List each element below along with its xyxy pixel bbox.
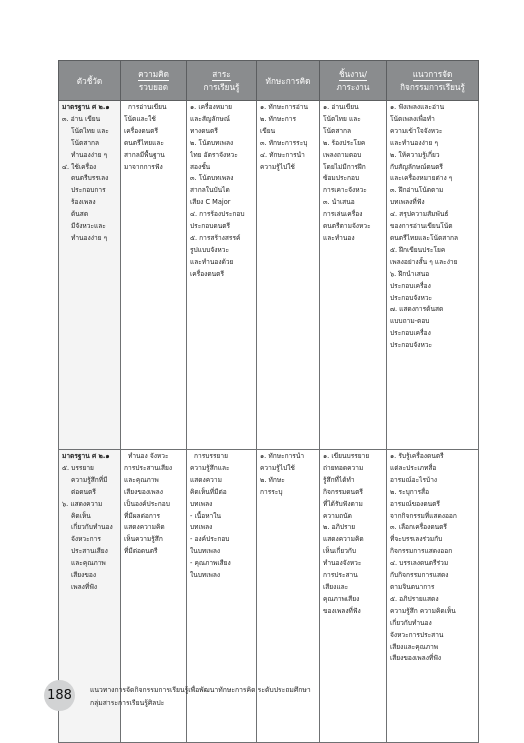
cell-line: ๕. บรรยาย	[62, 463, 94, 472]
cell-line: แบบถาม-ตอบ	[390, 317, 430, 326]
cell-line: ๓. อ่าน เขียน	[62, 114, 101, 123]
cell-line: บทเพลง	[190, 499, 213, 508]
cell-line: สองชั้น	[190, 162, 211, 171]
cell-line: ๔. ทักษะการนำ	[260, 150, 305, 159]
header-content: สาระ การเรียนรู้	[187, 61, 257, 101]
cell-line: ความรู้สึกและ	[190, 463, 230, 472]
cell-line: เครื่องดนตรี	[124, 126, 158, 135]
cell-line: ๕. อภิปรายแสดง	[390, 594, 439, 603]
cell-line: การเล่นเครื่อง	[323, 210, 363, 219]
cell-line: เกี่ยวกับทำนอง	[71, 523, 113, 532]
cell-line: ที่ได้รับฟังตาม	[323, 499, 363, 508]
page-number: 188	[44, 680, 75, 711]
cell-line: ประกอบจังหวะ	[390, 293, 433, 302]
table-row	[59, 101, 479, 450]
cell-line: จากกิจกรรมที่แสดงออก	[390, 511, 457, 520]
cell-line: ๔. บรรเลงดนตรีร่วม	[390, 559, 449, 568]
cell-line: ซ้อมประกอบ	[323, 174, 360, 183]
cell-line: ๑. ฟังเพลงและอ่าน	[390, 103, 445, 111]
cell-line: ๓. ทักษะการระบุ	[260, 138, 308, 147]
cell-line: เพลงถามตอบ	[323, 150, 362, 159]
cell-line: ๒. ระบุการสื่อ	[390, 487, 430, 496]
cell-line: กิจกรรมดนตรี	[323, 487, 363, 496]
cell-line: คุณภาพเสียง	[323, 594, 360, 603]
cell-line: สากลในบันได	[190, 186, 230, 195]
cell-line: ๑. เขียนบรรยาย	[323, 452, 370, 460]
cell-line: ต่อดนตรี	[71, 487, 96, 496]
cell-line: - เนื้อหาใน	[190, 511, 221, 520]
cell-line: ๓. นำเสนอ	[323, 198, 355, 207]
cell-line: เพลงอย่างสั้น ๆ และง่าย	[390, 257, 458, 266]
cell-line: และคุณภาพ	[124, 475, 159, 484]
cell-line: มาจากการฟัง	[124, 162, 163, 171]
cell-indicator	[59, 101, 121, 450]
cell-line: ความถนัด	[323, 511, 352, 520]
cell-line: ๖. ฝึกนำเสนอ	[390, 269, 430, 278]
cell-line: - คุณภาพเสียง	[190, 559, 231, 568]
cell-line: ในบทเพลง	[190, 547, 221, 556]
cell-line: มีจังหวะและ	[71, 222, 106, 231]
cell-line: เห็นความรู้สึก	[124, 535, 163, 544]
table-header-row	[59, 61, 479, 101]
cell-line: บทเพลง	[190, 523, 213, 532]
cell-line: ถ่ายทอดความ	[323, 463, 364, 472]
cell-line: มาตรฐาน ศ ๒.๑	[62, 452, 110, 460]
cell-line: ที่จะบรรเลงร่วมกับ	[390, 535, 443, 544]
cell-activities	[387, 450, 479, 743]
cell-line: บทเพลงที่ฟัง	[390, 198, 425, 207]
cell-line: ทำนอง จังหวะ	[128, 452, 169, 460]
cell-line: ๖. แสดงความ	[62, 499, 103, 508]
cell-line: ๒. ร้องประโยค	[323, 138, 366, 147]
cell-line: และทำนอง	[323, 233, 355, 242]
cell-line: โน้ตสากล	[71, 138, 100, 147]
curriculum-table	[58, 60, 479, 743]
cell-line: ของการอ่านเขียนโน้ต	[390, 222, 453, 231]
cell-line: เสียงของ	[71, 571, 97, 580]
cell-line: แต่ละประเภทสื่อ	[390, 463, 437, 472]
cell-line: ประกอบดนตรี	[190, 222, 231, 231]
cell-line: อารมณ์อะไรบ้าง	[390, 475, 438, 484]
cell-line: ทำนองง่าย ๆ	[71, 233, 108, 242]
cell-line: อารมณ์ของดนตรี	[390, 499, 440, 508]
cell-line: ความเข้าใจจังหวะ	[390, 126, 443, 135]
cell-line: โดยไม่มีการฝึก	[323, 162, 366, 171]
cell-line: เขียน	[260, 126, 276, 135]
cell-line: เสียงของเพลง	[124, 487, 163, 496]
cell-line: เป็นองค์ประกอบ	[124, 499, 170, 508]
cell-line: และเครื่องหมายต่าง ๆ	[390, 174, 453, 183]
cell-line: ๓. โน้ตบทเพลง	[190, 174, 234, 183]
cell-line: ของเพลงที่ฟัง	[323, 606, 361, 615]
cell-activities	[387, 101, 479, 450]
cell-line: จังหวะการประสาน	[390, 630, 444, 639]
cell-thinking-skills	[257, 101, 320, 450]
cell-line: คิดเห็น	[71, 511, 91, 520]
cell-line: กิจกรรมการแสดงออก	[390, 547, 453, 556]
cell-line: คิดเห็นที่มีต่อ	[190, 487, 227, 496]
cell-line: กับสัญลักษณ์ดนตรี	[390, 162, 443, 171]
cell-line: ความรู้สึกที่มี	[71, 475, 108, 484]
cell-line: และคุณภาพ	[71, 559, 106, 568]
cell-line: มาตรฐาน ศ ๒.๑	[62, 103, 110, 111]
cell-line: ๑. เครื่องหมาย	[190, 103, 233, 111]
cell-line: แสดงความ	[190, 475, 222, 484]
cell-line: การอ่านเขียน	[128, 103, 167, 111]
cell-line: เครื่องดนตรี	[190, 269, 224, 278]
cell-line: เสียงและคุณภาพ	[390, 642, 439, 651]
cell-line: ๓. เลือกเครื่องดนตรี	[390, 523, 447, 532]
cell-line: ทางดนตรี	[190, 126, 218, 135]
cell-line: ในบทเพลง	[190, 571, 221, 580]
cell-line: ความรู้สึก ความคิดเห็น	[390, 606, 456, 615]
cell-line: และทำนองด้วย	[190, 257, 234, 266]
cell-line: ประกอบจังหวะ	[390, 341, 433, 350]
cell-line: ๔. การร้องประกอบ	[190, 210, 245, 219]
cell-line: เกี่ยวกับทำนอง	[390, 618, 432, 627]
cell-line: ประสานเสียง	[71, 547, 108, 556]
header-thinking-skills: ทักษะการคิด	[257, 61, 320, 101]
cell-line: ประกอบเครื่อง	[390, 329, 431, 338]
cell-line: แสดงความคิด	[323, 535, 364, 544]
cell-line: เสียงและ	[323, 582, 349, 591]
cell-line: ประกอบการ	[71, 186, 106, 195]
cell-line: ที่มีผลต่อการ	[124, 511, 161, 520]
cell-line: และสัญลักษณ์	[190, 114, 230, 123]
cell-line: ๒. ทักษะ	[260, 475, 285, 484]
cell-line: เพลงที่ฟัง	[71, 582, 98, 591]
cell-line: จังหวะการ	[71, 535, 101, 544]
header-workpiece: ชิ้นงาน/ ภาระงาน	[320, 61, 387, 101]
cell-line: ดนตรีไทยและ	[124, 138, 164, 147]
cell-line: การเคาะจังหวะ	[323, 186, 367, 195]
cell-line: สากลมีพื้นฐาน	[124, 150, 165, 159]
cell-line: ความรู้ไปใช้	[260, 162, 295, 171]
cell-line: กับกิจกรรมการแสดง	[390, 571, 449, 580]
cell-line: ๒. อภิปราย	[323, 523, 356, 532]
cell-line: ๔. ใช้เครื่อง	[62, 162, 97, 171]
cell-line: ประกอบเครื่อง	[390, 281, 431, 290]
footer-line-2: กลุ่มสาระการเรียนรู้ศิลปะ	[90, 699, 165, 707]
cell-line: ๒. โน้ตบทเพลง	[190, 138, 234, 147]
cell-line: ไทย อัตราจังหวะ	[190, 150, 238, 159]
cell-concept	[121, 101, 187, 450]
cell-line: และทำนองง่าย ๆ	[390, 138, 438, 147]
cell-workpiece	[320, 101, 387, 450]
cell-line: ร้องเพลง	[71, 198, 96, 207]
cell-line: เสียงของเพลงที่ฟัง	[390, 654, 442, 663]
cell-line: เสียง C Major	[190, 198, 231, 207]
cell-line: ดนตรีไทยและโน้ตสากล	[390, 233, 459, 242]
cell-line: ดนตรีตามจังหวะ	[323, 222, 371, 231]
cell-line: ๔. สรุปความสัมพันธ์	[390, 210, 449, 219]
cell-line: แสดงความคิด	[124, 523, 165, 532]
cell-line: ๑. ทักษะการอ่าน	[260, 103, 309, 111]
cell-line: รูปแบบจังหวะ	[190, 245, 230, 254]
cell-line: โน้ตไทย และ	[71, 126, 109, 135]
cell-line: ๗. แสดงการด้นสด	[390, 305, 444, 314]
cell-line: ความรู้ไปใช้	[260, 463, 295, 472]
cell-line: ๑. อ่านเขียน	[323, 103, 359, 111]
cell-line: โน้ตและใช้	[124, 114, 156, 123]
cell-line: รู้สึกที่ได้ทำ	[323, 475, 355, 484]
cell-line: ทำนองจังหวะ	[323, 559, 362, 568]
cell-line: ๓. ฝึกอ่านโน้ตตาม	[390, 186, 444, 195]
cell-line: ทำนองง่าย ๆ	[71, 150, 108, 159]
cell-content	[187, 101, 257, 450]
cell-line: ตามจินตนาการ	[390, 582, 435, 591]
cell-workpiece	[320, 450, 387, 743]
cell-line: ๒. ทักษะการ	[260, 114, 297, 123]
cell-line: ๕. ฝึกเขียนประโยค	[390, 245, 446, 254]
cell-line: การระบุ	[260, 487, 283, 496]
cell-line: ที่มีต่อดนตรี	[124, 547, 158, 556]
footer-line-1: แนวทางการจัดกิจกรรมการเรียนรู้เพื่อพัฒนาทักษะการคิด ระดับประถมศึกษา	[90, 686, 311, 694]
header-indicator: ตัวชี้วัด	[59, 61, 121, 101]
cell-line: ๑. รับรู้เครื่องดนตรี	[390, 452, 444, 460]
cell-line: การประสานเสียง	[124, 463, 173, 472]
cell-line: โน้ตไทย และ	[323, 114, 361, 123]
cell-line: - องค์ประกอบ	[190, 535, 230, 544]
cell-line: ด้นสด	[71, 210, 89, 219]
cell-line: ดนตรีบรรเลง	[71, 174, 109, 183]
cell-line: โน้ตสากล	[323, 126, 352, 135]
cell-line: ๒. ให้ความรู้เกี่ยว	[390, 150, 440, 159]
header-concept: ความคิด รวบยอด	[121, 61, 187, 101]
cell-line: ๕. การสร้างสรรค์	[190, 233, 241, 242]
cell-line: ๑. ทักษะการนำ	[260, 452, 305, 460]
footer-text	[90, 684, 311, 710]
cell-line: การบรรยาย	[194, 452, 228, 460]
cell-line: โน้ตเพลงเพื่อทำ	[390, 114, 435, 123]
cell-line: การประสาน	[323, 571, 358, 580]
header-activities: แนวการจัด กิจกรรมการเรียนรู้	[387, 61, 479, 101]
cell-line: เห็นเกี่ยวกับ	[323, 547, 357, 556]
